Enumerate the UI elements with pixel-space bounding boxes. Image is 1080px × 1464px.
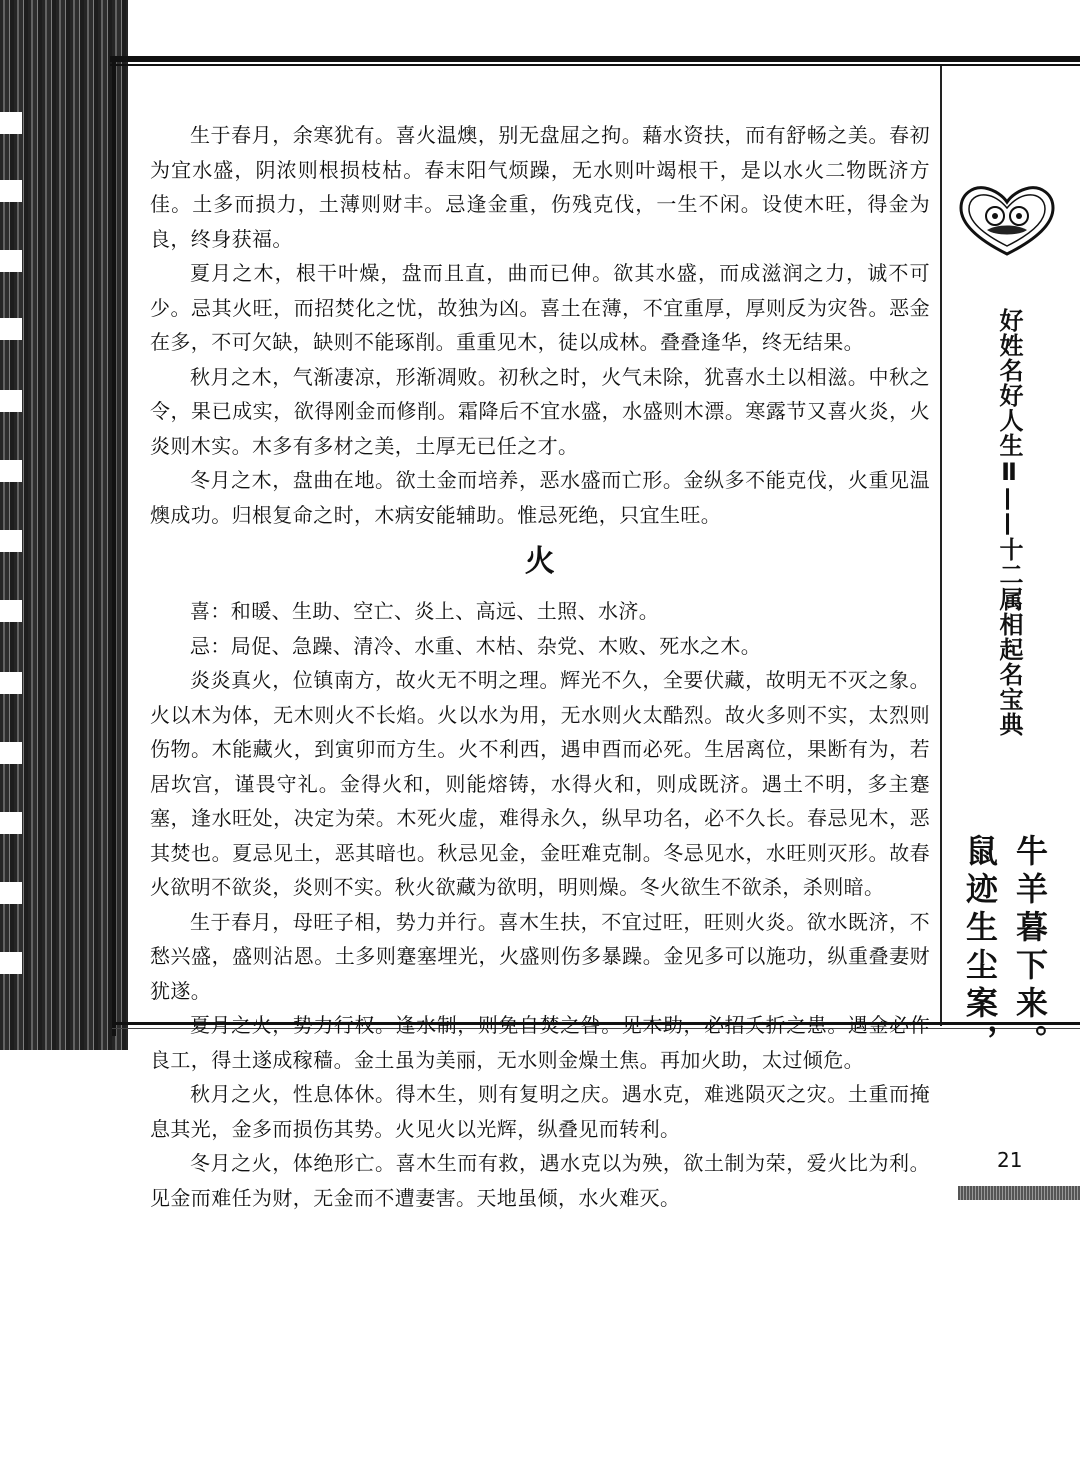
top-rule: [110, 56, 1080, 62]
paragraph: 冬月之火，体绝形亡。喜木生而有救，遇水克以为殃，欲土制为荣，爱火比为利。见金而难任为财，无金而不遭妻害。天地虽倾，水火难灭。: [150, 1151, 930, 1210]
paragraph: 夏月之火，势力行权。逢水制，则免自焚之咎。见木助，必招夭折之患。遇金必作良工，得土遂成稼穑。金土虽为美丽，无水则金燥土焦。再加火助，太过倾危。: [150, 1013, 930, 1072]
page-body: [150, 118, 930, 1215]
paragraph: 夏月之木，根干叶燥，盘而且直，曲而已伸。欲其水盛，而成滋润之力，诚不可少。忌其火旺，而招焚化之忧，故独为凶。喜土在薄，不宜重厚，厚则反为灾咎。恶金在多，不可欠缺，缺则不能琢削。重重见木，徒以成林。叠叠逢华，终无结果。: [150, 261, 930, 354]
paragraph: 生于春月，余寒犹有。喜火温燠，别无盘屈之拘。藉水资扶，而有舒畅之美。春初为宜水盛，阴浓则根损枝枯。春末阳气烦躁，无水则叶竭根干，是以水火二物既济方佳。土多而损力，土薄则财丰。忌逢金重，伤残克伐，一生不闲。设使木旺，得金为良，终身获福。: [150, 123, 930, 251]
paragraph: 秋月之火，性息体休。得木生，则有复明之庆。遇水克，难逃陨灭之灾。土重而掩息其光，金多而损伤其势。火见火以光辉，纵叠见而转利。: [150, 1082, 930, 1141]
scanned-binding-strip: [0, 0, 128, 1050]
page-number: 21: [997, 1148, 1023, 1172]
poem-line-2: 鼠迹生尘案，: [961, 834, 999, 1062]
side-poem: [955, 834, 1055, 1062]
ji-line: 忌：局促、急躁、清冷、水重、木枯、杂党、木败、死水之木。: [190, 633, 762, 658]
xi-line: 喜：和暖、生助、空亡、炎上、高远、土照、水济。: [190, 599, 660, 623]
paragraph: 炎炎真火，位镇南方，故火无不明之理。辉光不久，全要伏藏，故明无不灭之象。火以木为体，无木则火不长焰。火以水为用，无水则火太酷烈。故火多则不实，太烈则伤物。木能藏火，到寅卯而方生。火不利西，遇申酉而必死。生居离位，果断有为，若居坎宫，谨畏守礼。金得火和，则能熔铸，水得火和，则成既济。遇土不明，多主蹇塞，逢水旺处，决定为荣。木死火虚，难得永久，纵早功名，必不久长。春忌见木，恶其焚也。夏忌见土，恶其暗也。秋忌见金，金旺难克制。冬忌见水，水旺则灭形。故春火欲明不欲炎，炎则不实。秋火欲藏为欲明，明则燥。冬火欲生不欲杀，杀则暗。: [150, 668, 930, 899]
binding-holes: [0, 60, 22, 1060]
ornament-emblem-icon: [957, 184, 1057, 256]
section-heading: 火: [524, 544, 556, 579]
paragraph: 生于春月，母旺子相，势力并行。喜木生扶，不宜过旺，旺则火炎。欲水既济，不愁兴盛，盛则沾恩。土多则蹇塞埋光，火盛则伤多暴躁。金见多可以施功，纵重叠妻财犹遂。: [150, 909, 930, 1003]
paragraph: 冬月之木，盘曲在地。欲土金而培养，恶水盛而亡形。金纵多不能克伐，火重见温燠成功。归根复命之时，木病安能辅助。惟忌死绝，只宜生旺。: [150, 468, 930, 527]
top-rule-thin: [110, 64, 1080, 66]
page-number-bar: [958, 1186, 1080, 1200]
frame-left-border: [112, 56, 116, 1036]
poem-line-1: 牛羊暮下来。: [1011, 834, 1049, 1062]
paragraph: 秋月之木，气渐凄凉，形渐凋败。初秋之时，火气未除，犹喜水土以相滋。中秋之令，果已成实，欲得刚金而修削。霜降后不宜水盛，水盛则木漂。寒露节又喜火炎，火炎则木实。木多有多材之美，土厚无已任之才。: [150, 364, 930, 458]
book-side-title: 好姓名好人生Ⅱ——十二属相起名宝典: [995, 308, 1023, 737]
frame-right-border: [940, 66, 942, 1026]
